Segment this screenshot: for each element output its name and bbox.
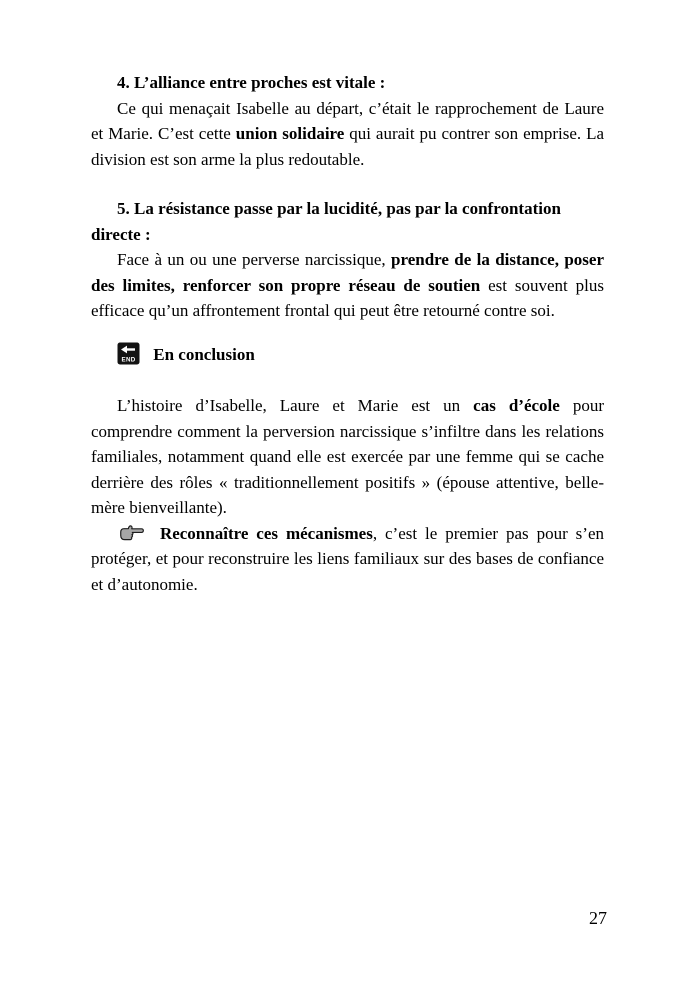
section-5 [91,196,604,324]
page-content [91,70,604,597]
page-number: 27 [589,908,607,928]
section-5-heading: 5. La résistance passe par la lucidité, pas par la confrontation directe : [91,199,561,244]
section-4 [91,70,604,172]
section-4-paragraph: Ce qui menaçait Isabelle au départ, c’était le rapprochement de Laure et Marie. C’est cette union solidaire qui aurait pu contrer son emprise. La division est son arme la plus redoutable. [91,98,605,169]
end-icon [117,345,153,364]
conclusion-paragraph-2 [91,521,604,598]
section-4-heading: 4. L’alliance entre proches est vitale : [117,73,386,92]
end-icon-label: END [121,356,136,364]
conclusion-paragraph-1: L’histoire d’Isabelle, Laure et Marie est un cas d’école pour comprendre comment la perversion narcissique s’infiltre dans les relations familiales, notamment quand elle est exercée par une femme qui se cache derrière des rôles « traditionnellement positifs » (épouse attentive, belle-mère bienveillante). [91,396,604,517]
conclusion-paragraph-2-text: Reconnaître ces mécanismes, c’est le premier pas pour s’en protéger, et pour reconstruire les liens familiaux sur des bases de confiance et d’autonomie. [91,523,604,594]
conclusion-heading [91,342,604,368]
pointing-right-hand-icon [117,524,160,543]
section-5-paragraph: Face à un ou une perverse narcissique, prendre de la distance, poser des limites, renforcer son propre réseau de soutien est souvent plus efficace qu’un affrontement frontal qui peut être retourné contre soi. [91,250,604,320]
conclusion-heading-label: En conclusion [153,344,255,364]
